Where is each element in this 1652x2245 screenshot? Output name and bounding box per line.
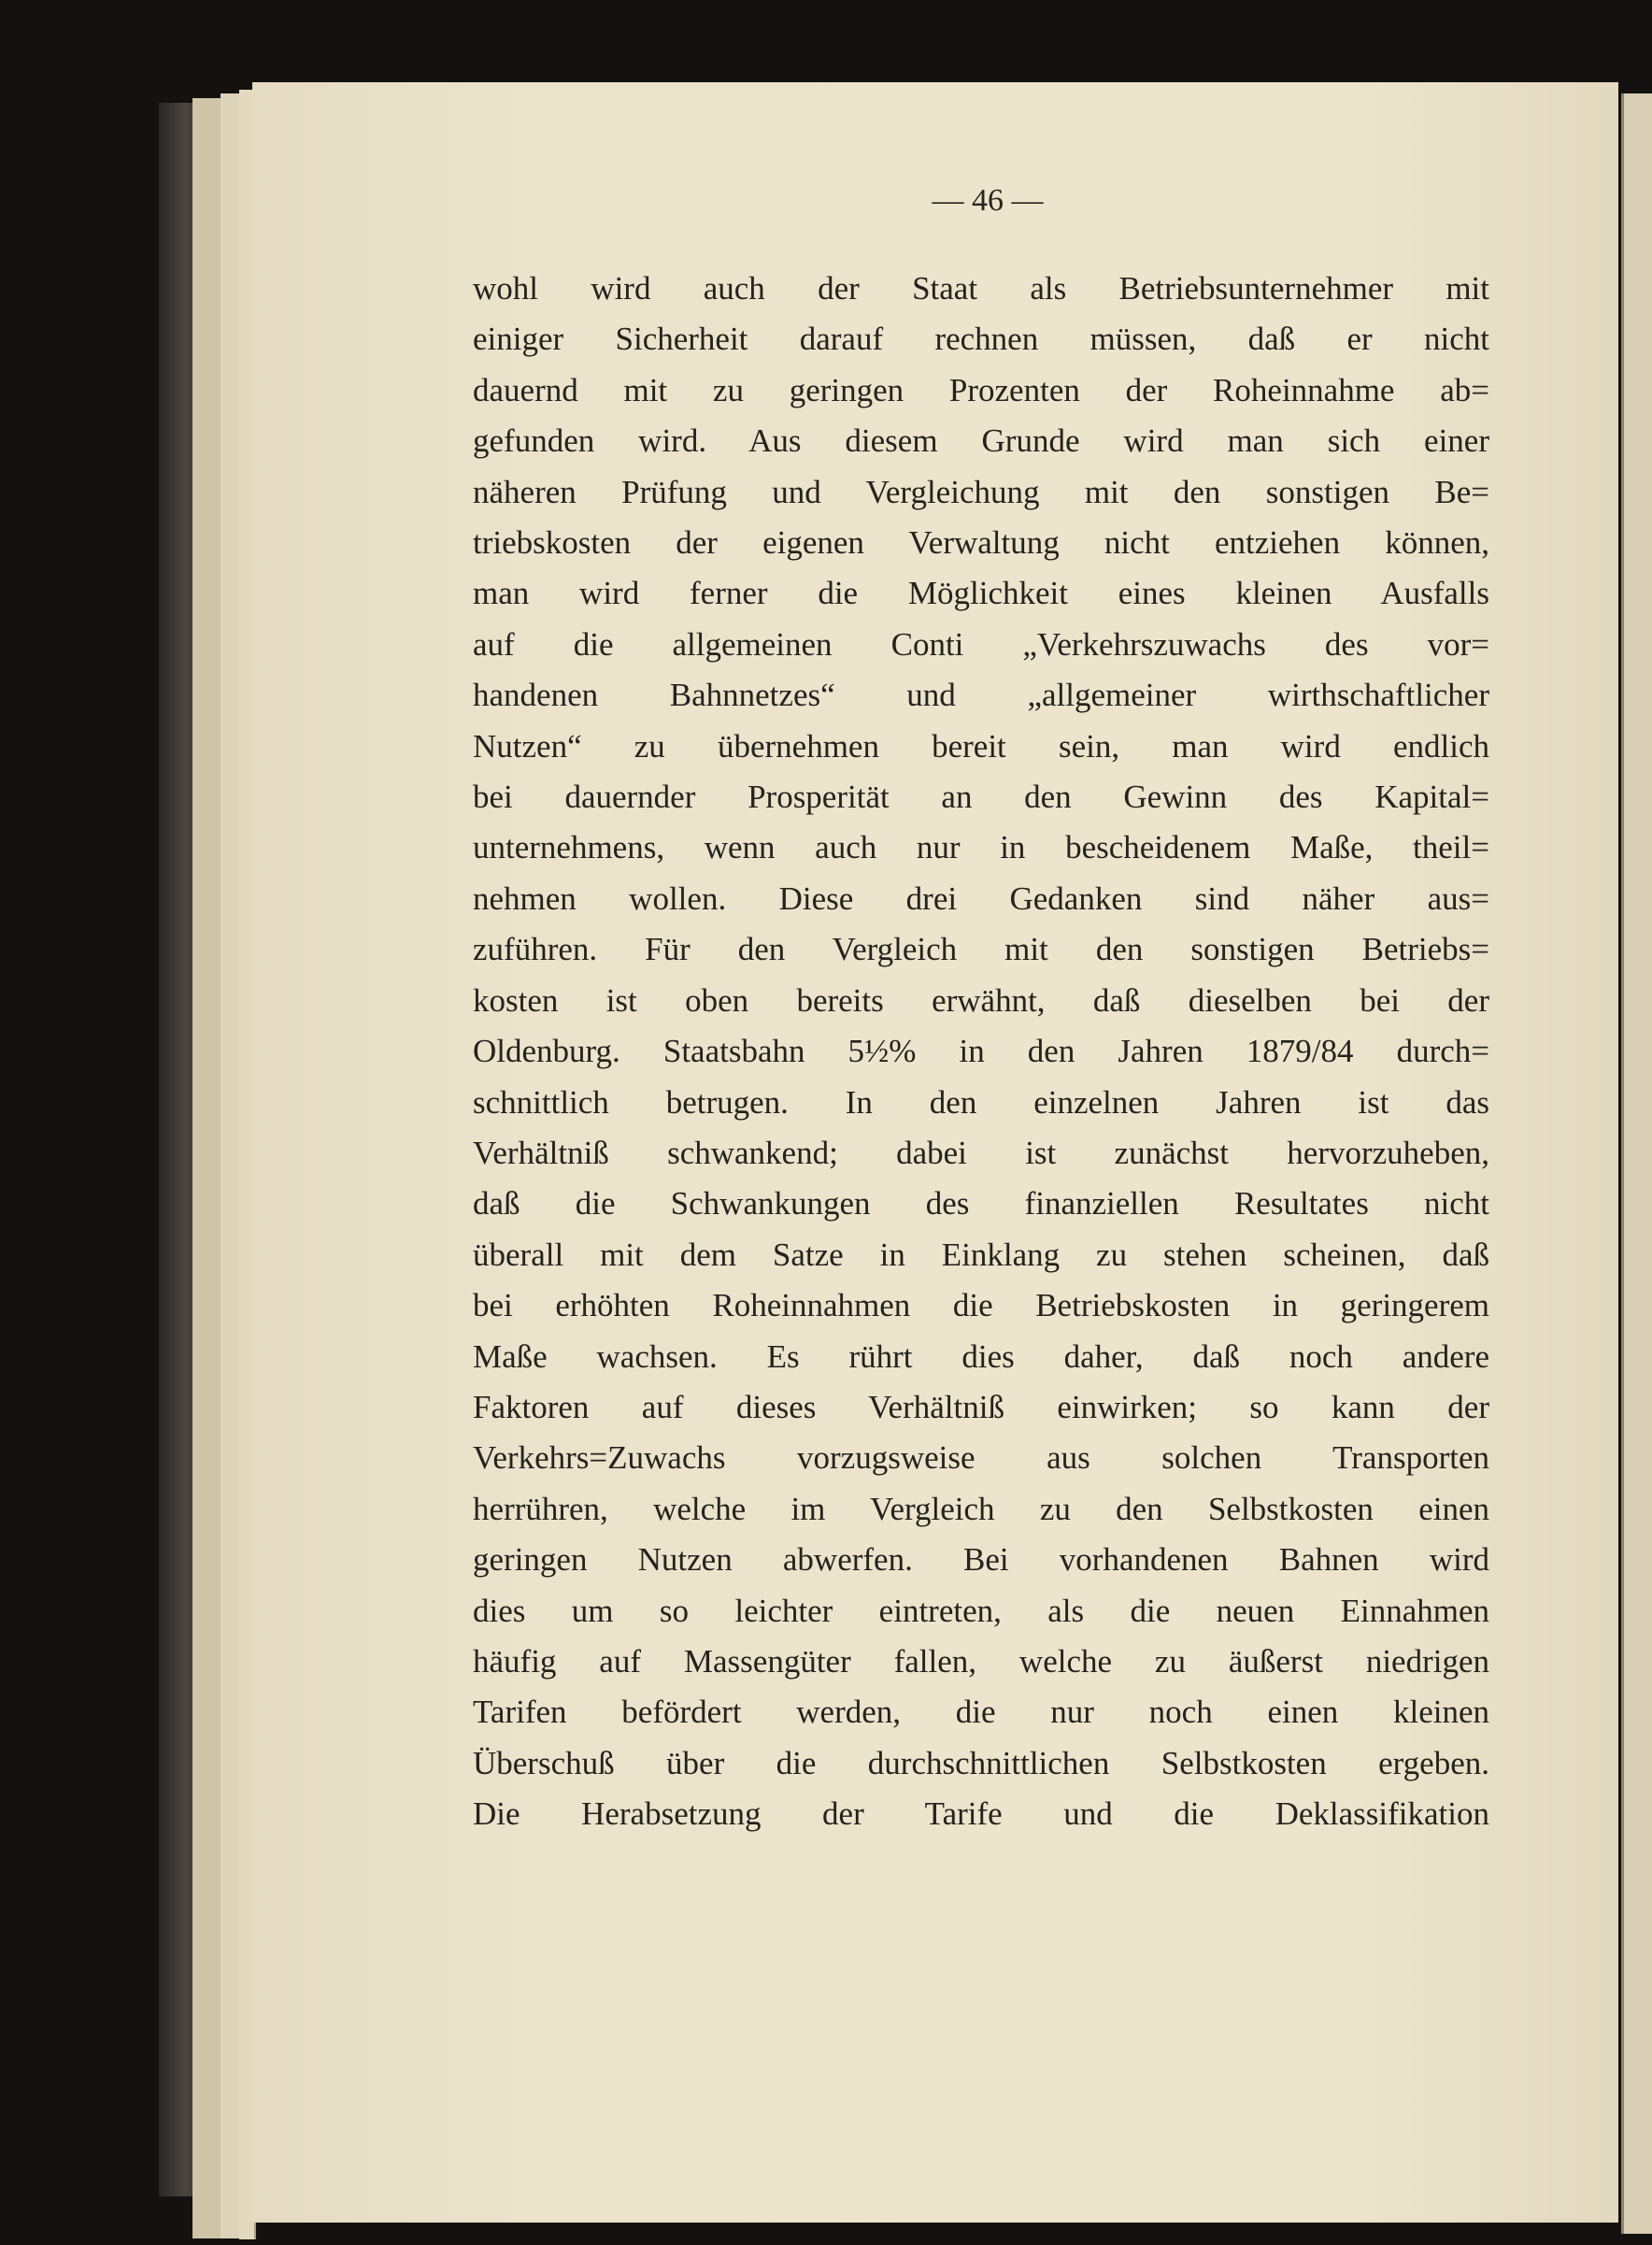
text-line: bei dauernder Prosperität an den Gewinn des Kapital=	[473, 779, 1489, 816]
text-line: Verhältniß schwankend; dabei ist zunächst hervorzuheben,	[473, 1134, 1489, 1171]
page-edge	[192, 98, 222, 2238]
text-line: Oldenburg. Staatsbahn 5½% in den Jahren 1879/84 durch=	[473, 1033, 1489, 1070]
text-line: auf die allgemeinen Conti „Verkehrszuwachs des vor=	[473, 625, 1489, 663]
facing-page-edge	[1621, 93, 1652, 2234]
text-line: einiger Sicherheit darauf rechnen müssen, daß er nicht	[473, 321, 1489, 358]
text-line: dies um so leichter eintreten, als die neuen Einnahmen	[473, 1592, 1489, 1629]
text-line: gefunden wird. Aus diesem Grunde wird man sich einer	[473, 422, 1489, 460]
text-line: herrühren, welche im Vergleich zu den Selbstkosten einen	[473, 1490, 1489, 1527]
text-line: bei erhöhten Roheinnahmen die Betriebskosten in geringerem	[473, 1287, 1489, 1324]
text-line: zuführen. Für den Vergleich mit den sonstigen Betriebs=	[473, 931, 1489, 968]
text-line: kosten ist oben bereits erwähnt, daß dieselben bei der	[473, 981, 1489, 1019]
text-line: wohl wird auch der Staat als Betriebsunternehmer mit	[473, 270, 1489, 307]
text-line: überall mit dem Satze in Einklang zu stehen scheinen, daß	[473, 1236, 1489, 1273]
text-line: daß die Schwankungen des finanziellen Resultates nicht	[473, 1185, 1489, 1223]
text-line: häufig auf Massengüter fallen, welche zu äußerst niedrigen	[473, 1642, 1489, 1680]
page-edge	[221, 93, 241, 2238]
text-line: Nutzen“ zu übernehmen bereit sein, man wird endlich	[473, 727, 1489, 765]
text-line: man wird ferner die Möglichkeit eines kleinen Ausfalls	[473, 575, 1489, 612]
body-text	[473, 264, 1489, 1840]
text-line: näheren Prüfung und Vergleichung mit den sonstigen Be=	[473, 473, 1489, 510]
text-line: Faktoren auf dieses Verhältniß einwirken; so kann der	[473, 1388, 1489, 1425]
text-line: Maße wachsen. Es rührt dies daher, daß noch andere	[473, 1337, 1489, 1375]
text-line: Verkehrs=Zuwachs vorzugsweise aus solchen Transporten	[473, 1439, 1489, 1477]
text-line: triebskosten der eigenen Verwaltung nicht entziehen können,	[473, 524, 1489, 562]
text-line: schnittlich betrugen. In den einzelnen Jahren ist das	[473, 1083, 1489, 1121]
text-line: dauernd mit zu geringen Prozenten der Roheinnahme ab=	[473, 371, 1489, 408]
text-line: unternehmens, wenn auch nur in bescheidenem Maße, theil=	[473, 829, 1489, 866]
page-number: — 46 —	[932, 183, 1044, 218]
text-line: Die Herabsetzung der Tarife und die Deklassifikation	[473, 1795, 1489, 1833]
text-line: handenen Bahnnetzes“ und „allgemeiner wirthschaftlicher	[473, 677, 1489, 714]
text-line: Überschuß über die durchschnittlichen Selbstkosten ergeben.	[473, 1744, 1489, 1781]
text-line: nehmen wollen. Diese drei Gedanken sind näher aus=	[473, 879, 1489, 917]
text-line: Tarifen befördert werden, die nur noch einen kleinen	[473, 1694, 1489, 1731]
text-line: geringen Nutzen abwerfen. Bei vorhandenen Bahnen wird	[473, 1541, 1489, 1579]
